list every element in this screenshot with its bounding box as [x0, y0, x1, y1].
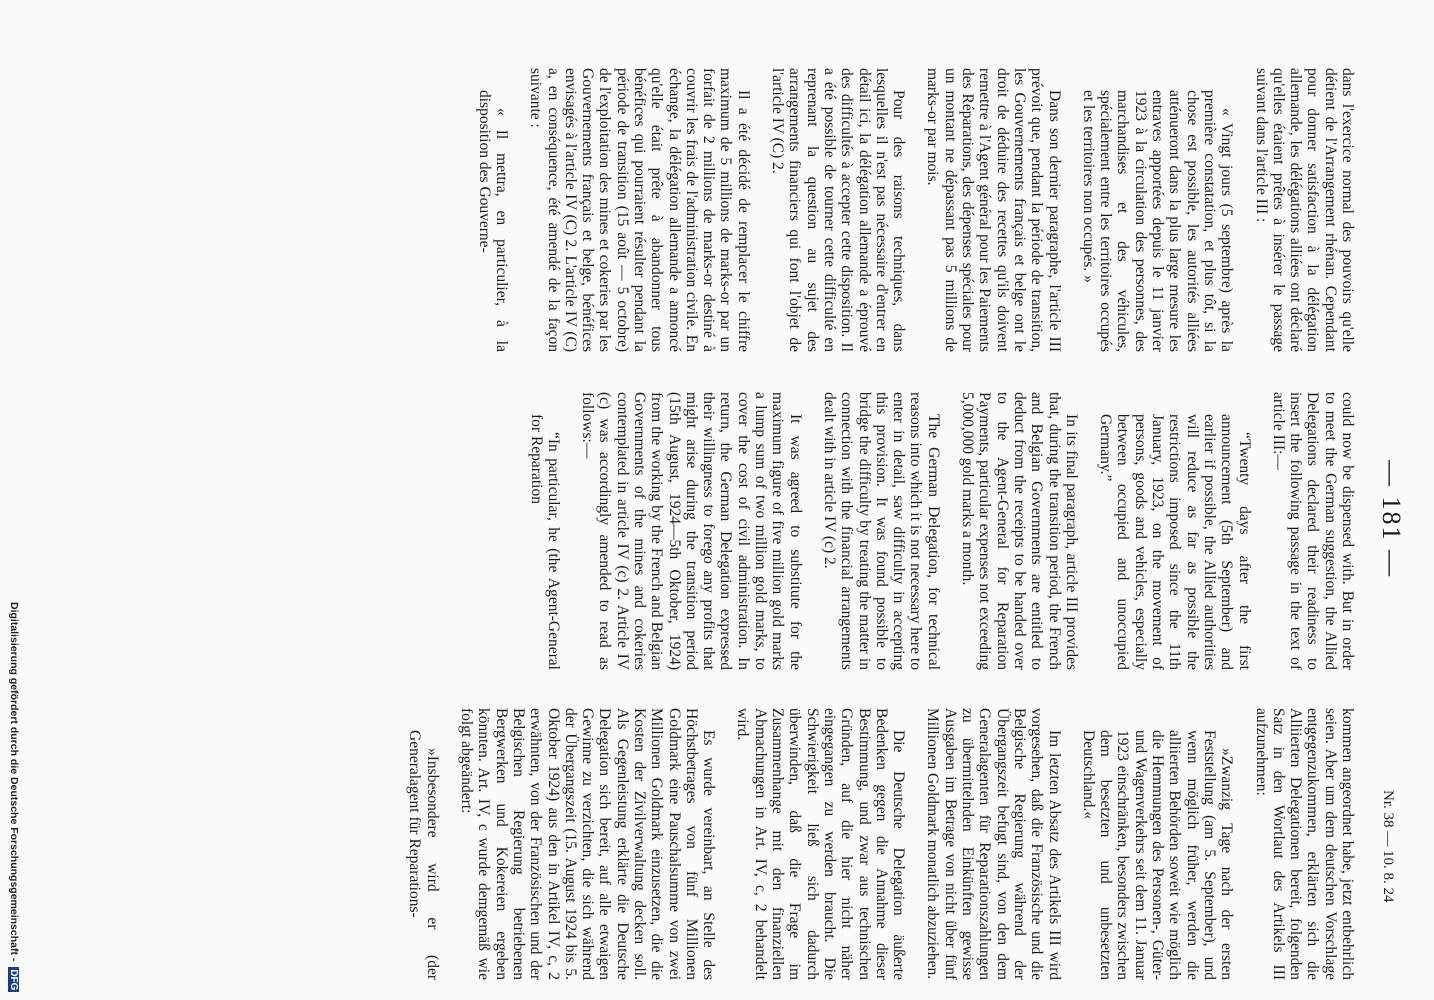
quote-paragraph: « Il mettra, en particulier, à la disposition des Gouverne- — [475, 90, 510, 352]
column-english — [527, 392, 1356, 670]
paragraph: Il a été décidé de remplacer le chiffre maximum de 5 millions de marks-or par un forfait de 2 millions de marks-or destiné à couvrir les frais de l'administration civile. En échange, la délégation allemande a annoncé qu'elle était prête à abandonner tous bénéfices qui pourraient résulter pendant la période de transition (15 août — 5 octobre) de l'exploitation des mines et cokeries par les Gouvernements français et belge, bénéfices envisagés à l'article IV (C) 2. L'article IV (C) a, en conséquence, été amendé de la façon suivante : — [527, 68, 752, 352]
paragraph: In its final paragraph, article III provides that, during the transition period, the French and Belgian Governments are entitled to deduct from the receipts to be handed over to the Agent-General for Reparation Payments, particular expenses not exceeding 5,000,000 gold marks a month. — [959, 392, 1080, 670]
quote-paragraph: »Zwanzig Tage nach der ersten Feststellung (am 5. September), und wenn möglich früher, werden die alliierten Behörden soweit wie möglich die Hemmungen des Personen-, Güter- und Wagenverkehrs seit dem 11. Januar 1923 einschränken, besonders zwischen dem besetzten und unbesetzten Deutschland.« — [1079, 730, 1236, 980]
quote-paragraph: »Insbesondere wird er (der Generalagent für Reparations- — [406, 730, 441, 980]
quote-paragraph: “In particular, he (the Agent-General for Reparation — [527, 414, 562, 670]
paragraph: could now be dispensed with. But in order to meet the German suggestion, the Allied Delegations declared their readiness to insert the following passage in the text of article III:— — [1269, 392, 1356, 670]
paragraph: Es wurde vereinbart, an Stelle des Höchstbetrages von fünf Millionen Goldmark eine Pauschalsumme von zwei Millionen Goldmark einzusetzen, die die Kosten der Zivilverwaltung decken soll. Als Gegenleistung erklärte die Deutsche Delegation sich bereit, auf alle etwaigen Gewinne zu verzichten, die sich während der Übergangszeit (15. August 1924 bis 5. Oktober 1924) aus den in Artikel IV, c, 2 erwähnten, von der Französischen und der Belgischen Regierung betriebenen Bergwerken und Kokereien ergeben könnten. Art. IV, c wurde demgemäß wie folgt abgeändert: — [458, 708, 718, 980]
paragraph: Die Deutsche Delegation äußerte Bedenken gegen die Annahme dieser Bestimmung, und zwar aus technischen Gründen, auf die hier nicht näher eingegangen zu werden braucht. Die Schwierigkeit ließ sich dadurch überwinden, daß die Frage im Zusammenhange mit den finanziellen Abmachungen in Art. IV, c, 2 behandelt wird. — [734, 708, 908, 980]
column-german — [406, 708, 1356, 980]
page-header — [1364, 0, 1424, 1000]
paragraph: Dans son dernier paragraphe, l'article III prévoit que, pendant la période de transition, les Gouvernements français et belge ont le droit de déduire des recettes qu'ils doivent remettre à l'Agent général pour les Paiements des Réparations, des dépenses spéciales pour un montant ne dépassant pas 5 millions de marks-or par mois. — [924, 68, 1063, 352]
paragraph: Im letzten Absatz des Artikels III wird vorgesehen, daß die Französische und die Belgische Regierung während der Übergangszeit befugt sind, von den dem Generalagenten für Reparationszahlungen zu übermittelnden Einkünften gewisse Ausgaben im Betrage von nicht über fünf Millionen Goldmark monatlich abzuziehen. — [924, 708, 1063, 980]
dfg-logo: DFG — [8, 969, 19, 991]
issue-label: Nr. 38 — 10. 8. 24 — [1380, 790, 1396, 903]
quote-paragraph: “Twenty days after the first announcement (5th September) and earlier if possible, the Allied authorities will reduce as far as possible the restrictions imposed since the 11th January, 1923, on the movement of persons, goods and vehicles, especially between occupied and unoccupied Germany.” — [1097, 414, 1253, 670]
paragraph: Pour des raisons techniques, dans lesquelles il n'est pas nécessaire d'entrer en détail ici, la délégation allemande a éprouvé des difficultés à accepter cette disposition. Il a été possible de tourner cette difficulté en reprenant la question au sujet des arrangements financiers qui font l'objet de l'article IV (C) 2. — [769, 68, 908, 352]
paragraph: dans l'exercice normal des pouvoirs qu'elle détient de l'Arrangement rhénan. Cependant pour donner satisfaction à la délégation allemande, les délégations alliées ont déclaré qu'elles étaient prêtes à insérer le passage suivant dans l'article III : — [1252, 68, 1356, 352]
paragraph: It was agreed to substitute for the maximum figure of five million gold marks a lump sum of two million gold marks, to cover the cost of civil administration. In return, the German Delegation expressed their willingness to forego any profits that might arise during the transition period (15th August, 1924—5th Oktober, 1924) from the working by the French and Belgian Governments of the mines and cokeries contemplated in article IV (c) 2. Article IV (c) was accordingly amended to read as follows:— — [579, 392, 804, 670]
quote-paragraph: « Vingt jours (5 septembre) après la première constatation, et plus tôt, si la chose est possible, les autorités alliées atténueront dans la plus large mesure les entraves apportées depuis le 11 janvier 1923 à la circulation des personnes, des marchandises et des véhicules, spécialement entre les territoires occupés et les territoires non occupés. » — [1079, 90, 1236, 352]
paragraph: kommen angeordnet habe, jetzt entbehrlich seien. Aber um dem deutschen Vorschlage entgegenzukommen, erklärten sich die Alliierten Delegationen bereit, folgenden Satz in den Wortlaut des Artikels III aufzunehmen: — [1252, 708, 1356, 980]
digitization-credit — [6, 602, 20, 992]
column-french — [475, 68, 1356, 352]
paragraph: The German Delegation, for technical reasons into which it is not necessary here to enter in detail, saw difficulty in accepting this provision. It was found possible to bridge the difficulty by treating the matter in connection with the financial arrangements dealt with in article IV (c) 2. — [820, 392, 942, 670]
credit-text: Digitalisierung gefördert durch die Deutsche Forschungsgemeinschaft - — [8, 602, 20, 962]
page-number: — 181 — — [1377, 460, 1406, 578]
